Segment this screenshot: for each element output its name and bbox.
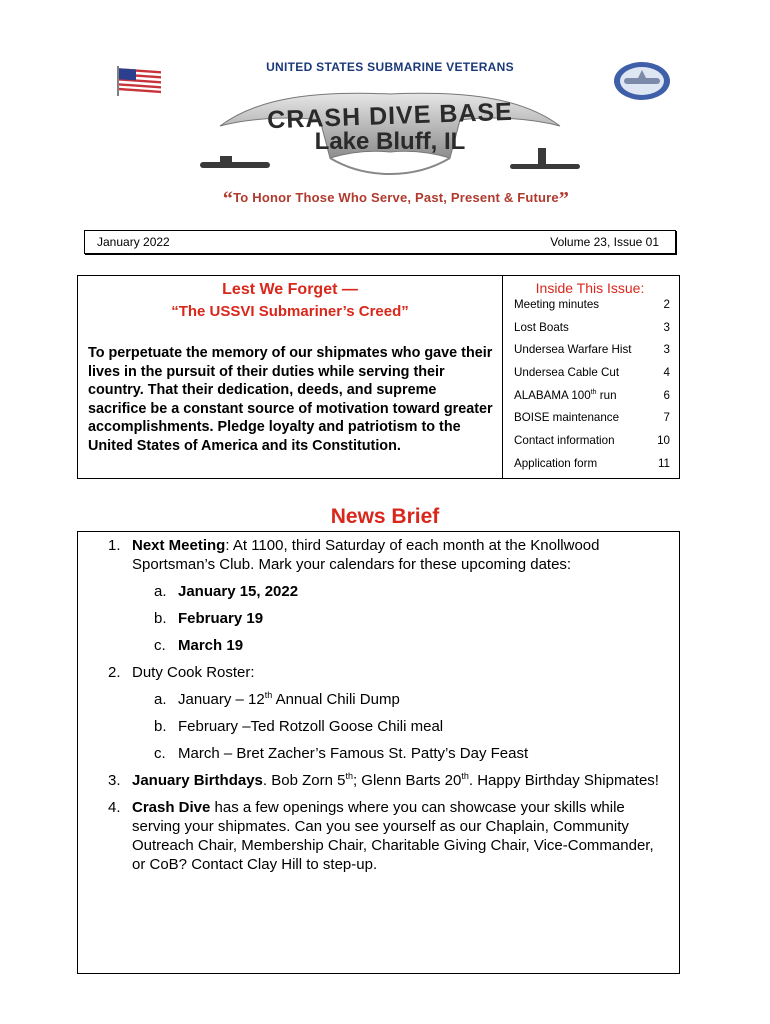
item-body: . Happy Birthday Shipmates! [468, 772, 659, 789]
toc-item [514, 410, 674, 433]
toc-item-page: 11 [657, 456, 670, 470]
toc-title: Inside This Issue: [535, 280, 645, 296]
item-lead: Next Meeting [132, 537, 226, 554]
sub-text: February 19 [178, 610, 264, 627]
issue-volume: Volume 23, Issue 01 [550, 235, 659, 249]
sub-letter: b. [154, 718, 167, 735]
sub-text: March – Bret Zacher’s Famous St. Patty’s Day Feast [178, 745, 529, 762]
toc-item-title: Lost Boats [514, 320, 569, 334]
item-body: : At 1100, third Saturday of each month at the Knollwood Sportsman’s Club. Mark your calendars for these upcoming dates: [132, 537, 600, 573]
item-text [132, 771, 668, 790]
toc-item [514, 433, 674, 456]
item-number: 3. [108, 772, 121, 789]
toc-item [514, 388, 674, 411]
sub-text: March 19 [178, 637, 244, 654]
news-item [108, 771, 668, 790]
toc-divider [502, 275, 503, 479]
sub-letter: c. [154, 637, 166, 654]
toc-item [514, 456, 674, 479]
news-item [108, 536, 668, 655]
item-body: ; Glenn Barts 20 [352, 772, 462, 789]
org-name: UNITED STATES SUBMARINE VETERANS [266, 60, 514, 74]
sub-letter: b. [154, 610, 167, 627]
motto-text: To Honor Those Who Serve, Past, Present & Future [233, 190, 559, 205]
toc-item-page: 4 [663, 366, 670, 380]
toc-item-page: 10 [657, 434, 670, 448]
item-body: Duty Cook Roster: [132, 664, 255, 681]
toc-item-title: BOISE maintenance [514, 411, 620, 425]
toc-item [514, 320, 674, 343]
sub-item [132, 744, 668, 763]
toc-item-title: Undersea Cable Cut [514, 366, 620, 380]
toc-item-title: Application form [514, 456, 598, 470]
item-sup: th [461, 771, 469, 781]
item-body: has a few openings where you can showcase your skills while serving your shipmates. Can you see yourself as our Chaplain, Community Outreach Chair, Membership Chair, Charitable Giving Chair, Vice-Commander, or CoB? Contact Clay Hill to step-up. [132, 799, 654, 873]
toc-item [514, 365, 674, 388]
sub-text: January 15, 2022 [178, 583, 299, 600]
sub-item [132, 636, 668, 655]
toc-item-title-wrap [514, 388, 617, 404]
issue-strip [84, 230, 676, 254]
sub-item [132, 582, 668, 601]
sub-item [132, 717, 668, 736]
issue-date: January 2022 [97, 235, 170, 249]
item-text [132, 536, 668, 574]
creed-body: To perpetuate the memory of our shipmates who gave their lives in the pursuit of their duties while serving their country. That their dedication, deeds, and supreme sacrifice be a constant source of motivation toward greater accomplishments. Pledge loyalty and patriotism to the United States of America and its Constitution. [88, 345, 493, 454]
item-body: . Bob Zorn 5 [262, 772, 346, 789]
sub-item [132, 690, 668, 709]
sub-letter: c. [154, 745, 166, 762]
creed-title: Lest We Forget — [222, 281, 358, 298]
item-number: 4. [108, 799, 121, 816]
sub-letter: a. [154, 583, 167, 600]
item-sup: th [345, 771, 353, 781]
sub-item [132, 609, 668, 628]
toc-item-title: Contact information [514, 434, 615, 448]
sub-text: February –Ted Rotzoll Goose Chili meal [178, 718, 444, 735]
toc-item-title: ALABAMA 100 [514, 388, 591, 402]
news-item [108, 798, 668, 874]
item-number: 1. [108, 537, 121, 554]
base-location: Lake Bluff, IL [314, 128, 466, 155]
toc-item-page: 6 [663, 388, 670, 402]
news-list [108, 536, 668, 882]
toc-item-page: 7 [663, 411, 670, 425]
item-lead: January Birthdays [132, 772, 263, 789]
sub-letter: a. [154, 691, 167, 708]
item-number: 2. [108, 664, 121, 681]
item-lead: Crash Dive [132, 799, 211, 816]
us-flag-icon [116, 66, 164, 96]
news-item [108, 663, 668, 763]
sub-sup: th [264, 690, 273, 700]
toc-item-page: 3 [663, 343, 670, 357]
toc-item-title: Meeting minutes [514, 298, 600, 311]
toc-item-page: 3 [663, 320, 670, 334]
toc-item-sup: th [590, 388, 597, 396]
toc-item-title-after: run [596, 388, 617, 402]
motto: “To Honor Those Who Serve, Past, Present & Future” [222, 188, 570, 210]
toc-item [514, 297, 674, 320]
sub-text: January – 12 [178, 691, 265, 708]
toc-list [514, 297, 674, 479]
item-text [132, 798, 668, 874]
toc-item [514, 342, 674, 365]
base-name: CRASH DIVE BASE [266, 97, 514, 135]
toc-item-title: Undersea Warfare Hist [514, 343, 632, 357]
sub-text-after: Annual Chili Dump [272, 691, 400, 708]
creed-subtitle: “The USSVI Submariner’s Creed” [171, 303, 409, 320]
ussvi-emblem-icon [612, 60, 672, 102]
toc-item-page: 2 [663, 298, 670, 311]
news-title: News Brief [330, 505, 440, 528]
